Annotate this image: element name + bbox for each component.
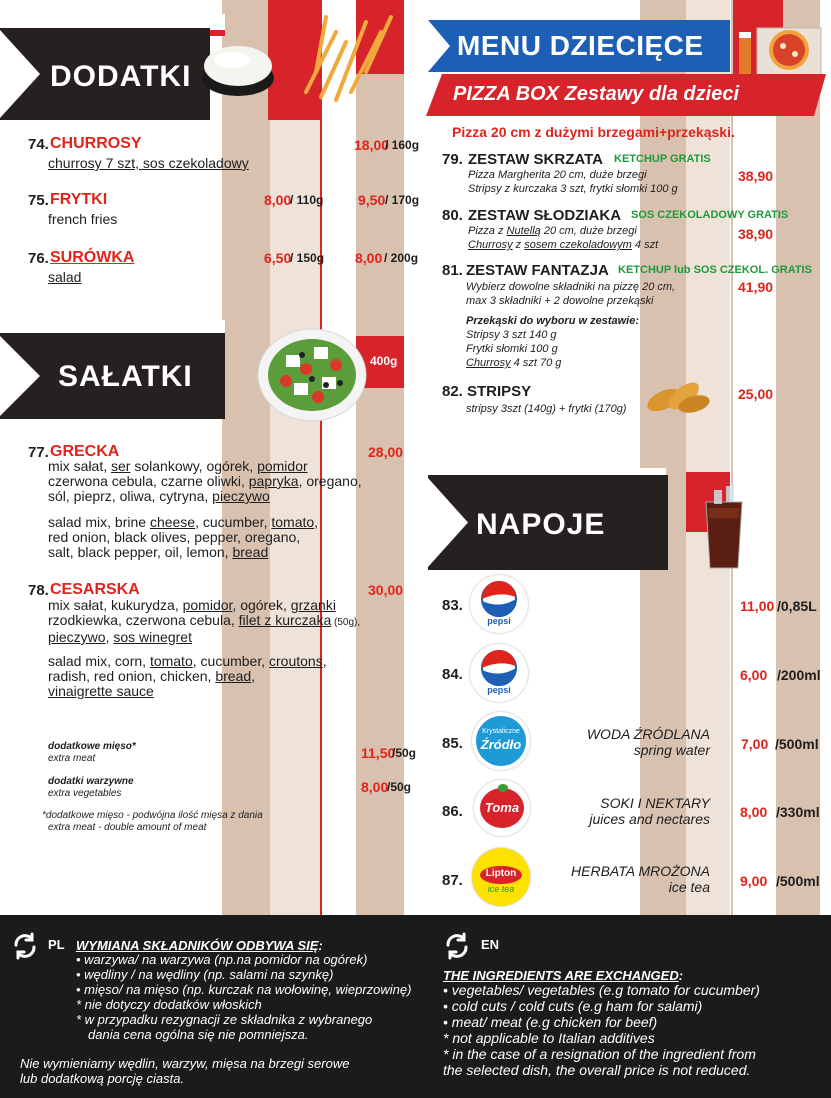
drink-number: 86. <box>442 803 463 820</box>
item-line-1: Pizza z Nutellą 20 cm, duże brzegi <box>468 225 637 237</box>
choice-2: Frytki słomki 100 g <box>466 343 558 355</box>
drink-price: 7,00 <box>741 736 769 752</box>
pizza-box-subtitle: PIZZA BOX Zestawy dla dzieci <box>453 83 739 105</box>
drink-number: 84. <box>442 666 463 683</box>
drink-price: 6,00 <box>740 667 768 683</box>
item-line-1: Pizza Margherita 20 cm, duże brzegi <box>468 169 647 181</box>
item-name: CHURROSY <box>50 135 142 152</box>
item-line-1: Wybierz dowolne składniki na pizzę 20 cm, <box>466 281 676 293</box>
drink-price: 9,00 <box>740 873 768 889</box>
pl-tag: PL <box>48 937 65 952</box>
item-unit-large: / 200g <box>384 251 419 265</box>
extra-veg-unit: /50g <box>387 780 412 794</box>
kids-title: MENU DZIECIĘCE <box>457 30 704 61</box>
item-name: FRYTKI <box>50 191 108 208</box>
item-number: 74. <box>28 136 49 153</box>
item-number: 75. <box>28 192 49 209</box>
en-tag: EN <box>481 937 500 952</box>
item-number: 82. <box>442 383 463 400</box>
stripsy-image <box>642 370 712 420</box>
drink-size: /500ml <box>775 736 819 752</box>
item-line-2: Churrosy z sosem czekoladowym 4 szt <box>468 239 659 251</box>
extra-meat-unit: /50g <box>392 746 417 760</box>
item-price-small: 8,00 <box>264 192 292 208</box>
item-price: 18,00 <box>354 137 390 153</box>
item-unit-small: / 150g <box>290 251 325 265</box>
drink-size: /0,85L <box>777 598 817 614</box>
cola-glass-image <box>698 482 750 572</box>
item-price: 25,00 <box>738 386 774 402</box>
salad-image <box>256 325 368 423</box>
exchange-icon-pl <box>10 931 40 961</box>
drink-size: /330ml <box>776 804 820 820</box>
item-name: ZESTAW FANTAZJA <box>466 262 609 279</box>
item-name: CESARSKA <box>50 581 140 598</box>
toma-logo <box>474 780 530 836</box>
lipton-logo-text: Lipton <box>485 868 517 879</box>
pl-rules: • warzywa/ na warzywa (np.na pomidor na ogórek) • wędliny / na wędliny (np. salami na szynkę) • mięso/ na mięso (np. kurczak na wołowinę, wieprzowinę) * nie dotyczy dodatków włoskich * w przypadku rezygnacji ze składnika z wybranego dania cena ogólna się nie pomniejsza. <box>76 952 412 1042</box>
item-number: 78. <box>28 582 49 599</box>
choice-1: Stripsy 3 szt 140 g <box>466 329 557 341</box>
toma-logo-text: Toma <box>484 800 520 815</box>
item-desc: salad <box>48 269 82 285</box>
lipton-logo-subtext: ice tea <box>487 884 515 894</box>
kids-intro: Pizza 20 cm z dużymi brzegami+przekąski. <box>452 124 735 140</box>
item-line-2: max 3 składniki + 2 dowolne przekąski <box>466 295 654 307</box>
extra-veg-en: extra vegetables <box>48 788 122 799</box>
choice-3: Churrosy 4 szt 70 g <box>466 357 562 369</box>
item-name: ZESTAW SKRZATA <box>468 151 603 168</box>
item-desc: churrosy 7 szt, sos czekoladowy <box>48 155 249 171</box>
item-desc-en: salad mix, brine cheese, cucumber, tomato, red onion, black olives, pepper, oregano, salt, black pepper, oil, lemon, bread <box>48 514 319 560</box>
krystaliczne-zrodlo-logo <box>472 712 530 770</box>
item-desc: french fries <box>48 211 118 227</box>
item-price: 38,90 <box>738 226 774 242</box>
item-number: 76. <box>28 250 49 267</box>
drink-name-en: spring water <box>633 742 710 758</box>
pepsi-logo <box>470 644 528 702</box>
footer <box>0 915 831 1098</box>
pl-bottom-note: Nie wymieniamy wędlin, warzyw, mięsa na brzegi serowe lub dodatkową porcję ciasta. <box>20 1056 350 1086</box>
item-desc-en: salad mix, corn, tomato, cucumber, croutons, radish, red onion, chicken, bread, vinaigrette sauce <box>48 653 327 699</box>
pepsi-logo <box>470 575 528 633</box>
item-line-1: stripsy 3szt (140g) + frytki (170g) <box>466 403 627 415</box>
fries-image <box>296 12 396 102</box>
item-price: 28,00 <box>368 444 404 460</box>
salatki-title: SAŁATKI <box>58 360 193 393</box>
drink-name-en: ice tea <box>668 879 710 895</box>
item-price: 30,00 <box>368 582 404 598</box>
extra-veg-label: dodatki warzywne <box>48 776 134 787</box>
drink-number: 85. <box>442 735 463 752</box>
en-heading: THE INGREDIENTS ARE EXCHANGED: <box>443 968 684 983</box>
choice-title: Przekąski do wyboru w zestawie: <box>466 315 640 327</box>
item-unit: / 160g <box>385 138 420 152</box>
extra-meat-price: 11,50 <box>361 745 396 761</box>
drink-number: 87. <box>442 872 463 889</box>
extra-meat-label: dodatkowe mięso* <box>48 741 136 752</box>
extras-note-en: extra meat - double amount of meat <box>48 822 207 833</box>
item-price-large: 8,00 <box>355 250 383 266</box>
en-rules: • vegetables/ vegetables (e.g tomato for cucumber) • cold cuts / cold cuts (e.g ham for salami) • meat/ meat (e.g chicken for beef) * not applicable to Italian additives * in the case of a resignation of the ingredient from the selected dish, the overall price is not reduced. <box>443 982 760 1078</box>
item-extra: KETCHUP lub SOS CZEKOL. GRATIS <box>618 264 812 276</box>
item-number: 79. <box>442 151 463 168</box>
item-unit-large: / 170g <box>385 193 420 207</box>
item-name: SURÓWKA <box>50 249 135 266</box>
drink-name-en: juices and nectares <box>589 811 710 827</box>
item-name: STRIPSY <box>467 383 532 400</box>
item-name: GRECKA <box>50 443 120 460</box>
item-line-2: Stripsy z kurczaka 3 szt, frytki słomki 100 g <box>468 183 678 195</box>
drink-size: /200ml <box>777 667 821 683</box>
item-extra: SOS CZEKOLADOWY GRATIS <box>631 209 789 221</box>
item-name: ZESTAW SŁODZIAKA <box>468 207 622 224</box>
drink-number: 83. <box>442 597 463 614</box>
rice-bowl-image <box>198 40 278 98</box>
drink-name: WODA ŹRÓDLANA <box>586 726 710 742</box>
extra-meat-en: extra meat <box>48 753 96 764</box>
item-number: 77. <box>28 444 49 461</box>
pl-heading: WYMIANA SKŁADNIKÓW ODBYWA SIĘ: <box>76 938 323 953</box>
item-unit-small: / 110g <box>290 193 324 207</box>
item-desc-pl: mix sałat, kukurydza, pomidor, ogórek, grzanki rzodkiewka, czerwona cebula, filet z kurczaka (50g), pieczywo, sos winegret <box>48 597 361 645</box>
napoje-title: NAPOJE <box>476 508 606 541</box>
drink-name: HERBATA MROŻONA <box>571 863 710 879</box>
item-extra: KETCHUP GRATIS <box>614 153 711 165</box>
pepsi-logo-text: pepsi <box>487 616 511 626</box>
logo-top-text: Krystaliczne <box>482 728 520 735</box>
item-number: 81. <box>442 262 463 279</box>
extra-veg-price: 8,00 <box>361 779 389 795</box>
exchange-icon-en <box>442 931 472 961</box>
item-number: 80. <box>442 207 463 224</box>
lipton-logo <box>472 848 530 906</box>
item-price-large: 9,50 <box>358 192 386 208</box>
item-price-small: 6,50 <box>264 250 292 266</box>
drink-price: 11,00 <box>740 598 775 614</box>
extras-note-pl: *dodatkowe mięso - podwójna ilość mięsa z dania <box>42 810 263 821</box>
drink-size: /500ml <box>776 873 820 889</box>
dodatki-title: DODATKI <box>50 60 192 93</box>
drink-name: SOKI I NEKTARY <box>600 795 710 811</box>
drink-price: 8,00 <box>740 804 768 820</box>
item-desc-pl: mix sałat, ser solankowy, ogórek, pomidor czerwona cebula, czarne oliwki, papryka, oregano, sól, pieprz, oliwa, cytryna, pieczywo <box>48 458 362 504</box>
pepsi-logo-text: pepsi <box>487 685 511 695</box>
salatki-weight: 400g <box>370 354 398 368</box>
item-price: 41,90 <box>738 279 774 295</box>
logo-main-text: Źródło <box>480 737 522 752</box>
item-price: 38,90 <box>738 168 774 184</box>
